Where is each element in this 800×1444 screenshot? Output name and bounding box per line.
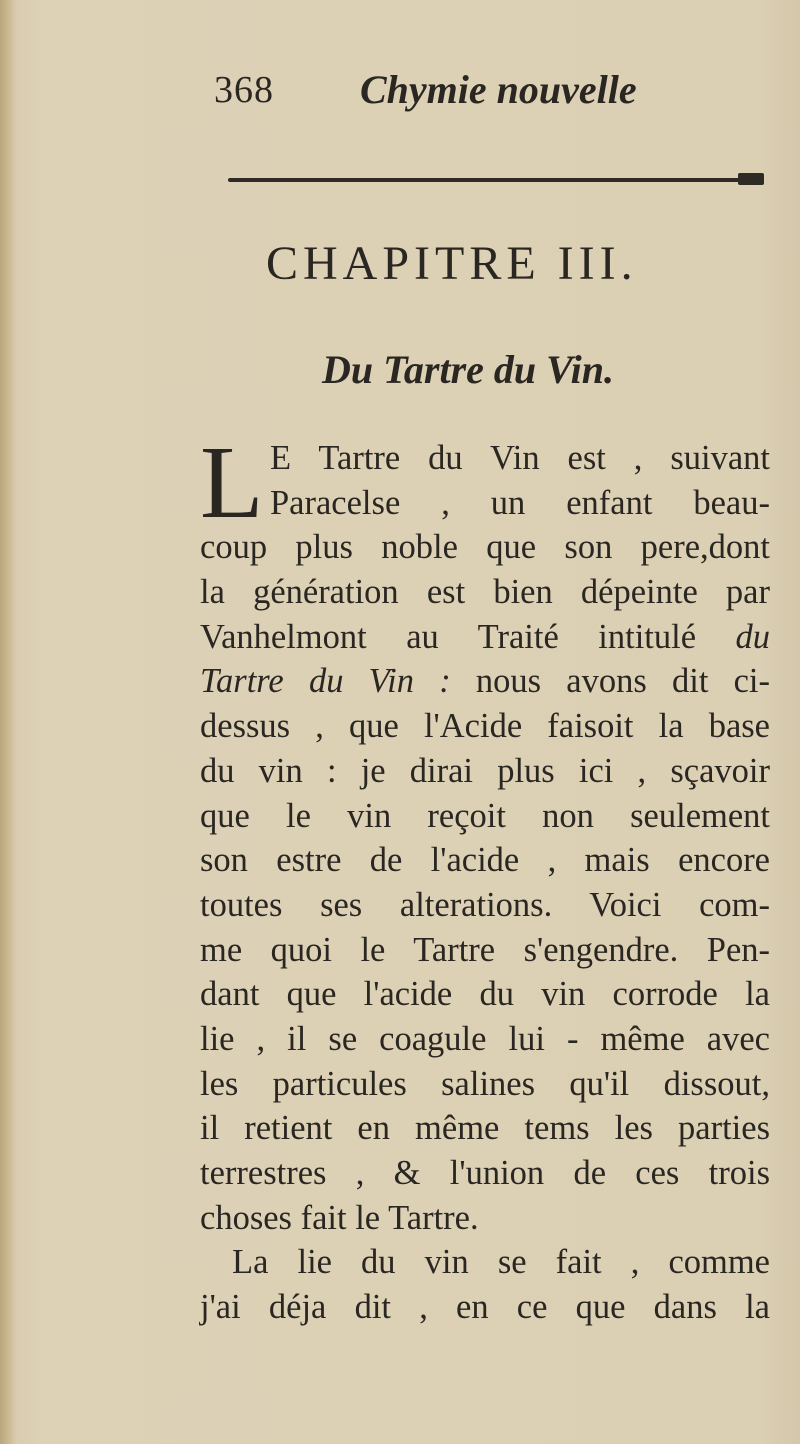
- chapter-subtitle: Du Tartre du Vin.: [322, 347, 614, 392]
- text-line: Paracelse , un enfant beau-: [270, 483, 770, 522]
- text-line: lie , il se coagule lui - même avec: [200, 1019, 770, 1058]
- text-line: toutes ses alterations. Voici com-: [200, 885, 770, 924]
- text-line: [200, 615, 770, 660]
- text-line: dant que l'acide du vin corrode la: [200, 975, 770, 1014]
- text-line: choses fait le Tartre.: [200, 1198, 479, 1237]
- text-line: coup plus noble que son pere,dont: [200, 528, 770, 567]
- drop-cap: L: [200, 425, 264, 540]
- text-line: [200, 659, 770, 704]
- text-line: dessus , que l'Acide faisoit la base: [200, 707, 770, 746]
- text-line: il retient en même tems les parties: [200, 1109, 770, 1148]
- header-rule-end: [738, 173, 764, 185]
- page-binding-edge: [0, 0, 16, 1444]
- text-fragment: Vanhelmont au Traité intitulé: [200, 617, 697, 656]
- text-fragment: nous avons dit ci-: [475, 662, 771, 701]
- text-line: que le vin reçoit non seulement: [200, 796, 770, 835]
- text-line: La lie du vin se fait , comme: [232, 1243, 770, 1282]
- text-line: me quoi le Tartre s'engendre. Pen-: [200, 930, 770, 969]
- chapter-heading: CHAPITRE III.: [266, 237, 638, 290]
- italic-fragment: Tartre du Vin :: [200, 662, 451, 701]
- text-line: du vin : je dirai plus ici , sçavoir: [200, 751, 770, 790]
- page-number: 368: [214, 69, 274, 111]
- text-line: j'ai déja dit , en ce que dans la: [200, 1288, 770, 1327]
- body-text: [200, 425, 771, 1330]
- text-line: E Tartre du Vin est , suivant: [270, 439, 770, 477]
- text-line: son estre de l'acide , mais encore: [200, 841, 770, 880]
- running-title: Chymie nouvelle: [360, 67, 637, 112]
- header-rule: [228, 178, 762, 182]
- text-line: terrestres , & l'union de ces trois: [200, 1154, 770, 1192]
- page-header: [214, 62, 774, 122]
- text-line: la génération est bien dépeinte par: [200, 573, 770, 612]
- italic-fragment: du: [735, 617, 771, 656]
- text-line: les particules salines qu'il dissout,: [200, 1064, 770, 1103]
